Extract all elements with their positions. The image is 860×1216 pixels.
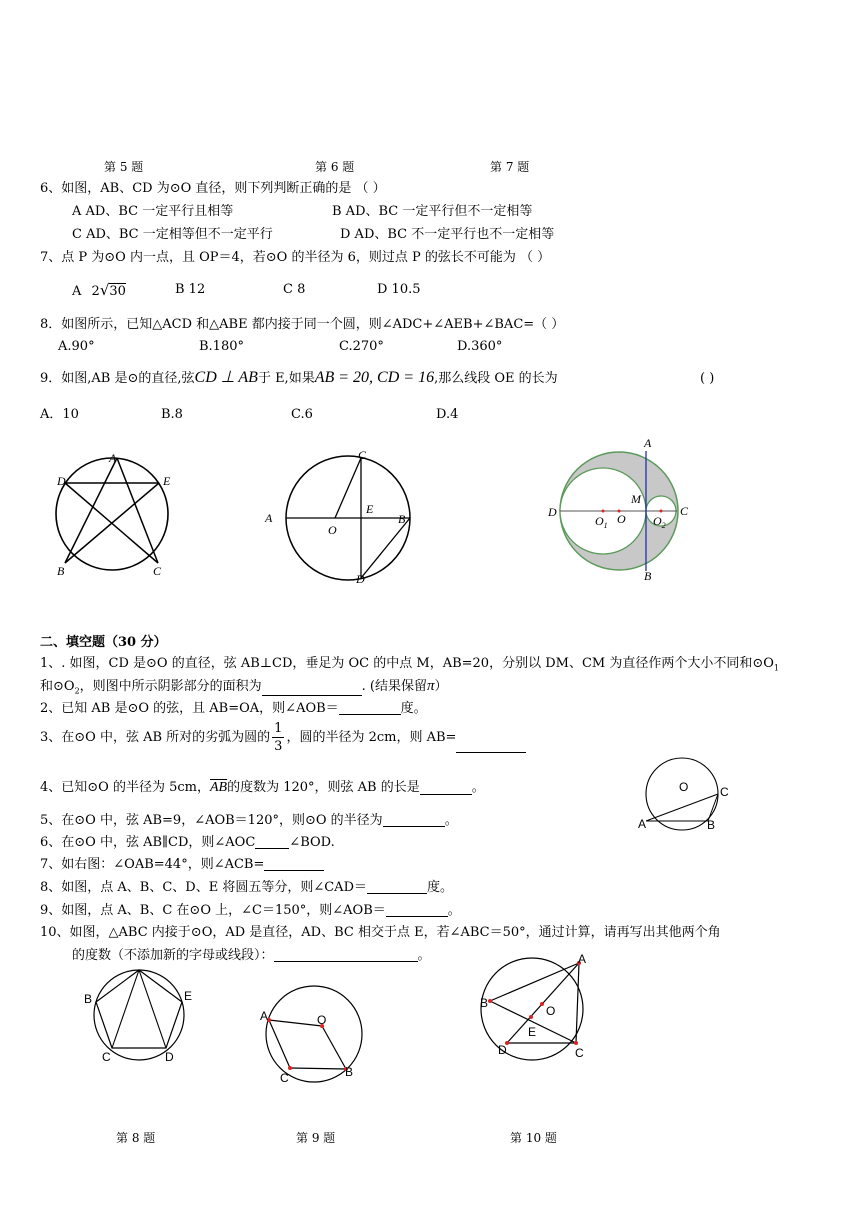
q8-option-b: B.180° <box>199 339 244 354</box>
q7-option-a-coef: 2 <box>91 284 100 299</box>
q9-option-a: A．10 <box>40 407 79 422</box>
q6-option-c: C AD、BC 一定相等但不一定平行 <box>72 227 273 242</box>
q9-stem <box>40 370 558 386</box>
fig9-label-c: C <box>280 1071 289 1085</box>
figure-q9 <box>258 980 378 1090</box>
f10-line2: 的度数（不添加新的字母或线段）： 。 <box>72 948 431 963</box>
q7-option-a-radicand: 30 <box>109 284 126 299</box>
fig5-label-d: D <box>57 474 66 488</box>
fig6-label-d: D <box>356 572 365 586</box>
caption-q9: 第 9 题 <box>296 1131 336 1145</box>
f1-line1: 1、. 如图，CD 是⊙O 的直径，弦 AB⊥CD，垂足为 OC 的中点 M，AB=20，分别以 DM、CM 为直径作两个大小不同和$⊙O_1$ <box>40 656 779 673</box>
fig8-label-c: C <box>102 1050 111 1064</box>
fig5-label-e: E <box>163 474 171 488</box>
q7-stem: 7、点 P 为⊙O 内一点，且 OP＝4，若⊙O 的半径为 6，则过点 P 的弦长不可能为 （ ） <box>40 250 551 265</box>
q8-option-c: C.270° <box>339 339 384 354</box>
q6-option-d: D AD、BC 不一定平行也不一定相等 <box>340 227 555 242</box>
fig7-label-o: O <box>617 512 626 526</box>
caption-q10: 第 10 题 <box>510 1131 557 1145</box>
q7-option-d: D 10.5 <box>377 282 421 297</box>
q9-stem-b: 于 E,如果 <box>257 371 315 386</box>
fig6-label-o: O <box>328 523 337 537</box>
f10-line1: 10、如图，△ABC 内接于⊙O，AD 是直径，AD、BC 相交于点 E，若∠ABC＝50°，通过计算，请再写出其他两个角 <box>40 925 721 940</box>
f9: 9、如图，点 A、B、C 在⊙O 上，∠C＝150°，则∠AOB＝ 。 <box>40 903 461 918</box>
f4: 4、已知⊙O 的半径为 5cm，$\overline{AB}$的度数为 120°，则弦 AB 的长是 。 <box>40 780 485 795</box>
f2: 2、已知 AB 是⊙O 的弦，且 AB=OA，则∠AOB＝ 度。 <box>40 701 427 716</box>
figure-f7 <box>635 758 745 838</box>
fig10-label-d: D <box>498 1043 507 1057</box>
fig8-label-b: B <box>84 992 93 1006</box>
figure-q10 <box>475 952 615 1065</box>
caption-q7: 第 7 题 <box>490 160 530 174</box>
fig10-label-e: E <box>528 1025 537 1039</box>
caption-q8: 第 8 题 <box>116 1131 156 1145</box>
q7-option-a-label: A <box>72 284 82 299</box>
q9-option-d: D.4 <box>436 407 459 422</box>
figure-q8 <box>80 975 200 1065</box>
fig5-circle <box>56 458 168 570</box>
q9-stem-a: 9．如图,AB 是⊙的直径,弦 <box>40 371 195 386</box>
fig-f7-label-a: A <box>638 817 647 831</box>
caption-q5: 第 5 题 <box>104 160 144 174</box>
fig-f7-label-b: B <box>707 818 716 832</box>
fig7-label-o1: $O_1$ <box>595 514 608 530</box>
fig7-label-a: A <box>644 436 652 450</box>
fig9-label-a: A <box>260 1009 269 1023</box>
fig10-label-c: C <box>575 1046 584 1060</box>
figure-q5 <box>45 450 195 590</box>
fig7-label-o2: $O_2$ <box>653 514 666 530</box>
fig7-label-c: C <box>680 504 689 518</box>
fig10-label-o: O <box>546 1004 556 1018</box>
q7-option-a <box>72 283 126 298</box>
q7-option-b: B 12 <box>175 282 206 297</box>
arc-ab: $\overline{AB}$ <box>209 780 228 795</box>
f5: 5、在⊙O 中，弦 AB=9，∠AOB＝120°，则⊙O 的半径为 。 <box>40 813 458 828</box>
figure-q7 <box>543 437 723 597</box>
q6-stem: 6、如图，AB、CD 为⊙O 直径，则下列判断正确的是 （ ） <box>40 181 386 196</box>
fig6-label-b: B <box>398 512 406 526</box>
fig10-label-a: A <box>578 952 587 966</box>
fig-f7-label-c: C <box>720 785 729 799</box>
q9-option-c: C.6 <box>291 407 313 422</box>
fig6-label-c: C <box>358 448 367 462</box>
f6: 6、在⊙O 中，弦 AB∥CD，则∠AOC ∠BOD. <box>40 835 335 850</box>
f3: 3、在⊙O 中，弦 AB 所对的劣弧为圆的 $\frac{1}{3}$ ，圆的半径为 2cm，则 AB= <box>40 722 526 753</box>
fraction-one-third: $\frac{1}{3}$ <box>274 721 283 754</box>
f1-line2: 和$⊙O_2$，则图中所示阴影部分的面积为 . (结果保留π） <box>40 678 448 696</box>
q7-option-c: C 8 <box>283 282 306 297</box>
fig9-label-b: B <box>345 1065 354 1079</box>
fig5-label-b: B <box>57 564 65 578</box>
f8: 8、如图，点 A、B、C、D、E 将圆五等分，则∠CAD＝ 度。 <box>40 880 454 895</box>
fig7-label-b: B <box>644 569 652 583</box>
fig10-circle <box>481 958 583 1060</box>
q8-option-a: A.90° <box>58 339 95 354</box>
fig6-label-a: A <box>265 511 273 525</box>
q9-option-b: B.8 <box>161 407 183 422</box>
section-title-fill-in: 二、填空题（30 分） <box>40 635 167 650</box>
q6-option-a: A AD、BC 一定平行且相等 <box>72 204 234 219</box>
fig8-label-e: E <box>184 989 193 1003</box>
fig8-circle <box>94 970 184 1060</box>
caption-q6: 第 6 题 <box>315 160 355 174</box>
fig7-label-d: D <box>548 505 557 519</box>
fig5-label-a: A <box>109 451 117 465</box>
q6-option-b: B AD、BC 一定平行但不一定相等 <box>332 204 533 219</box>
q8-option-d: D.360° <box>457 339 503 354</box>
fig7-label-m: M <box>631 492 641 506</box>
fig8-label-d: D <box>165 1050 174 1064</box>
radical-sign: √ <box>99 281 110 299</box>
q9-answer-paren: ( ) <box>700 371 715 386</box>
f7: 7、如右图：∠OAB=44°，则∠ACB= <box>40 858 324 871</box>
fig10-label-b: B <box>480 996 489 1010</box>
fig9-label-o: O <box>317 1013 327 1027</box>
q8-stem: 8．如图所示，已知△ACD 和△ABE 都内接于同一个圆，则∠ADC+∠AEB+∠BAC=（ ） <box>40 317 565 332</box>
q9-math-perp: CD ⊥ AB <box>194 369 258 386</box>
fig-f7-label-o: O <box>679 780 689 794</box>
fig5-label-c: C <box>153 564 162 578</box>
q9-stem-c: ,那么线段 OE 的长为 <box>434 371 558 386</box>
fig6-label-e: E <box>366 502 374 516</box>
q9-math-lengths: AB = 20, CD = 16 <box>314 369 435 386</box>
figure-q6 <box>260 450 420 590</box>
